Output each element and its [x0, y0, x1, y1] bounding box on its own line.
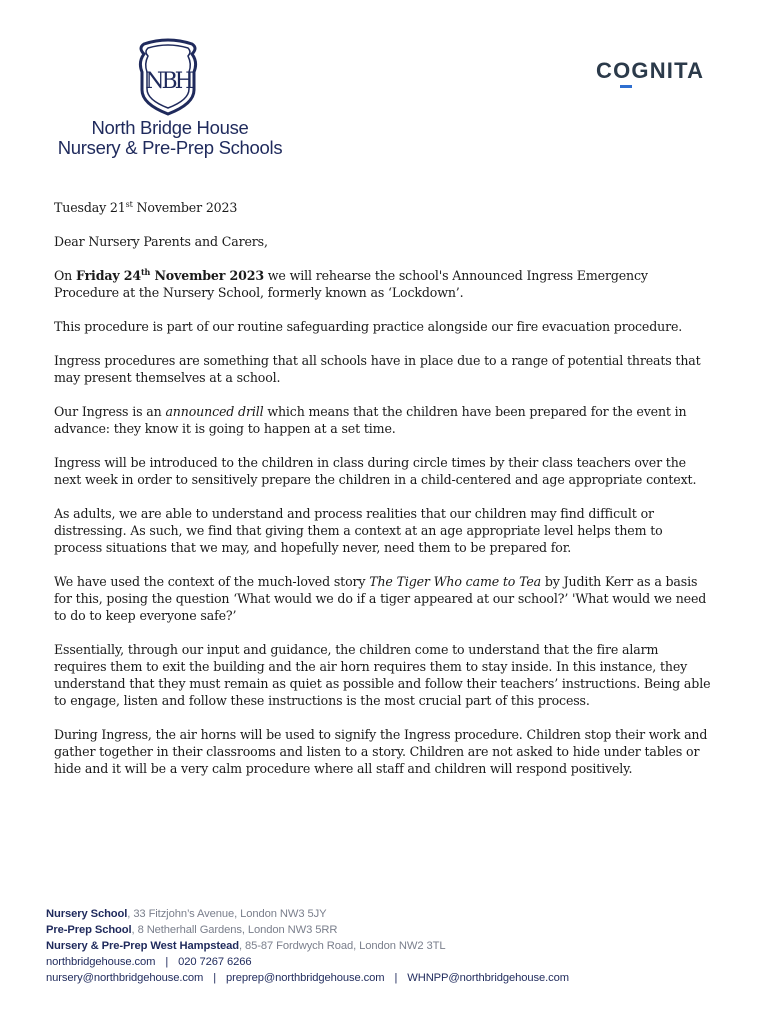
- cognita-logo-accent: [620, 85, 632, 88]
- svg-text:NBH: NBH: [145, 69, 191, 94]
- school-name-line1: North Bridge House: [91, 117, 249, 138]
- paragraph-safeguarding: This procedure is part of our routine safeguarding practice alongside our fire evacuation procedure.: [54, 319, 683, 334]
- footer-web-phone: northbridgehouse.com | 020 7267 6266: [46, 956, 252, 968]
- paragraph-context: As adults, we are able to understand and process realities that our children may find difficult or distressing. As such, we find that giving them a context at an age appropriate level helps them to process situations that we may, and hopefully never, need them to be prepared for.: [54, 506, 663, 555]
- paragraph-announced-drill: Our Ingress is an announced drill which means that the children have been prepared for the event in advance: they know it is going to happen at a set time.: [54, 404, 687, 436]
- website-link[interactable]: northbridgehouse.com: [46, 956, 156, 968]
- school-name-line2: Nursery & Pre-Prep Schools: [57, 137, 283, 158]
- cognita-logo: COGNITA: [596, 58, 705, 83]
- paragraph-during-ingress: During Ingress, the air horns will be used to signify the Ingress procedure. Children stop their work and gather together in their classrooms and listen to a story. Children are not asked to hide under tables or hide and it will be a very calm procedure where all staff and children will respond positively.: [54, 727, 708, 776]
- paragraph-guidance: Essentially, through our input and guidance, the children come to understand that the fire alarm requires them to exit the building and the air horn requires them to stay inside. In this instance, they understand that they must remain as quiet as possible and follow their teachers’ instructions. Being able to engage, listen and follow these instructions is the most crucial part of this process.: [54, 642, 711, 708]
- letter-body: [54, 199, 714, 794]
- letter-date: Tuesday 21st November 2023: [54, 200, 238, 215]
- email-whnpp-link[interactable]: WHNPP@northbridgehouse.com: [407, 972, 569, 984]
- phone-number[interactable]: 020 7267 6266: [178, 956, 252, 968]
- footer-nursery-address: Nursery School, 33 Fitzjohn’s Avenue, London NW3 5JY: [46, 908, 327, 920]
- paragraph-ingress-purpose: Ingress procedures are something that all schools have in place due to a range of potential threats that may present themselves at a school.: [54, 353, 701, 385]
- school-crest-logo: [136, 38, 200, 116]
- email-nursery-link[interactable]: nursery@northbridgehouse.com: [46, 972, 204, 984]
- salutation: Dear Nursery Parents and Carers,: [54, 234, 268, 249]
- footer-preprep-address: Pre-Prep School, 8 Netherhall Gardens, London NW3 5RR: [46, 924, 338, 936]
- footer-west-hampstead-address: Nursery & Pre-Prep West Hampstead, 85-87 Fordwych Road, London NW2 3TL: [46, 940, 446, 952]
- footer-emails: nursery@northbridgehouse.com | preprep@northbridgehouse.com | WHNPP@northbridgehouse.com: [46, 972, 569, 984]
- paragraph-story: We have used the context of the much-loved story The Tiger Who came to Tea by Judith Kerr as a basis for this, posing the question ‘What would we do if a tiger appeared at our school?’ 'What would we need to do to keep everyone safe?’: [54, 574, 707, 623]
- email-preprep-link[interactable]: preprep@northbridgehouse.com: [226, 972, 385, 984]
- school-name: [40, 118, 300, 158]
- footer-contacts: [46, 906, 726, 986]
- paragraph-announcement: On Friday 24th November 2023 we will rehearse the school's Announced Ingress Emergency Procedure at the Nursery School, formerly known as ‘Lockdown’.: [54, 267, 648, 300]
- paragraph-introduction: Ingress will be introduced to the children in class during circle times by their class teachers over the next week in order to sensitively prepare the children in a child-centered and age appropriate context.: [54, 455, 697, 487]
